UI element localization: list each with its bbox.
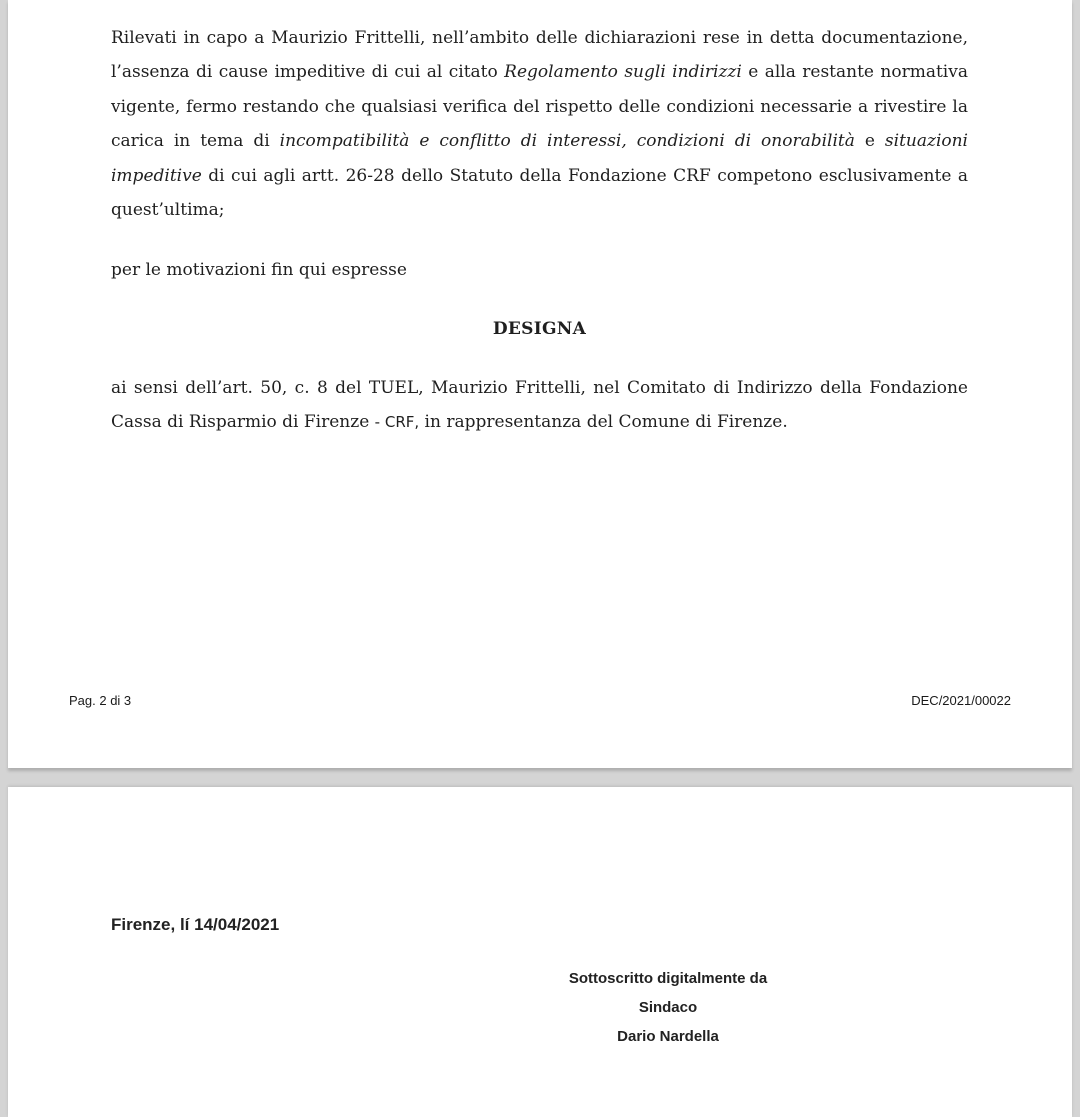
paragraph-text: e (854, 131, 885, 152)
italic-text: incompatibilità e conflitto di interessi, condizioni di onorabilità (279, 131, 855, 152)
paragraph-designation (111, 371, 968, 440)
footer-page-number: Pag. 2 di 3 (69, 693, 132, 708)
italic-text: Regolamento sugli indirizzi (504, 62, 742, 83)
heading-designa: DESIGNA (492, 319, 587, 339)
paragraph-motivazioni: per le motivazioni fin qui espresse (111, 260, 407, 280)
document-page-2 (8, 0, 1072, 768)
signature-line-signed-by: Sottoscritto digitalmente da (568, 970, 768, 987)
place-date: Firenze, lí 14/04/2021 (111, 915, 280, 934)
signature-block (508, 964, 828, 1051)
paragraph-text-sans: - CRF, (374, 413, 420, 432)
footer-document-code: DEC/2021/00022 (911, 693, 1011, 708)
signature-line-name: Dario Nardella (617, 1028, 719, 1045)
paragraph-text: Rilevati in capo a Maurizio Frittelli, nell’ambito delle dichiarazioni rese in detta documentazione, l’assenza di cause impeditive di cui al citato (111, 28, 968, 83)
paragraph-rilevati (111, 21, 968, 227)
paragraph-text: ai sensi dell’art. 50, c. 8 del TUEL, Maurizio Frittelli, nel Comitato di Indirizzo della Fondazione Cassa di Risparmio di Firenze (111, 378, 968, 433)
signature-line-role: Sindaco (638, 999, 698, 1016)
paragraph-text: e alla restante normativa vigente, fermo restando che qualsiasi verifica del rispetto delle condizioni necessarie a rivestire la carica in tema di (111, 62, 968, 152)
paragraph-text: in rappresentanza del Comune di Firenze. (419, 412, 788, 433)
paragraph-text: di cui agli artt. 26-28 dello Statuto della Fondazione CRF competono esclusivamente a quest’ultima; (111, 165, 968, 221)
document-page-3 (8, 787, 1072, 1117)
italic-text: situazioni impeditive (111, 131, 968, 186)
